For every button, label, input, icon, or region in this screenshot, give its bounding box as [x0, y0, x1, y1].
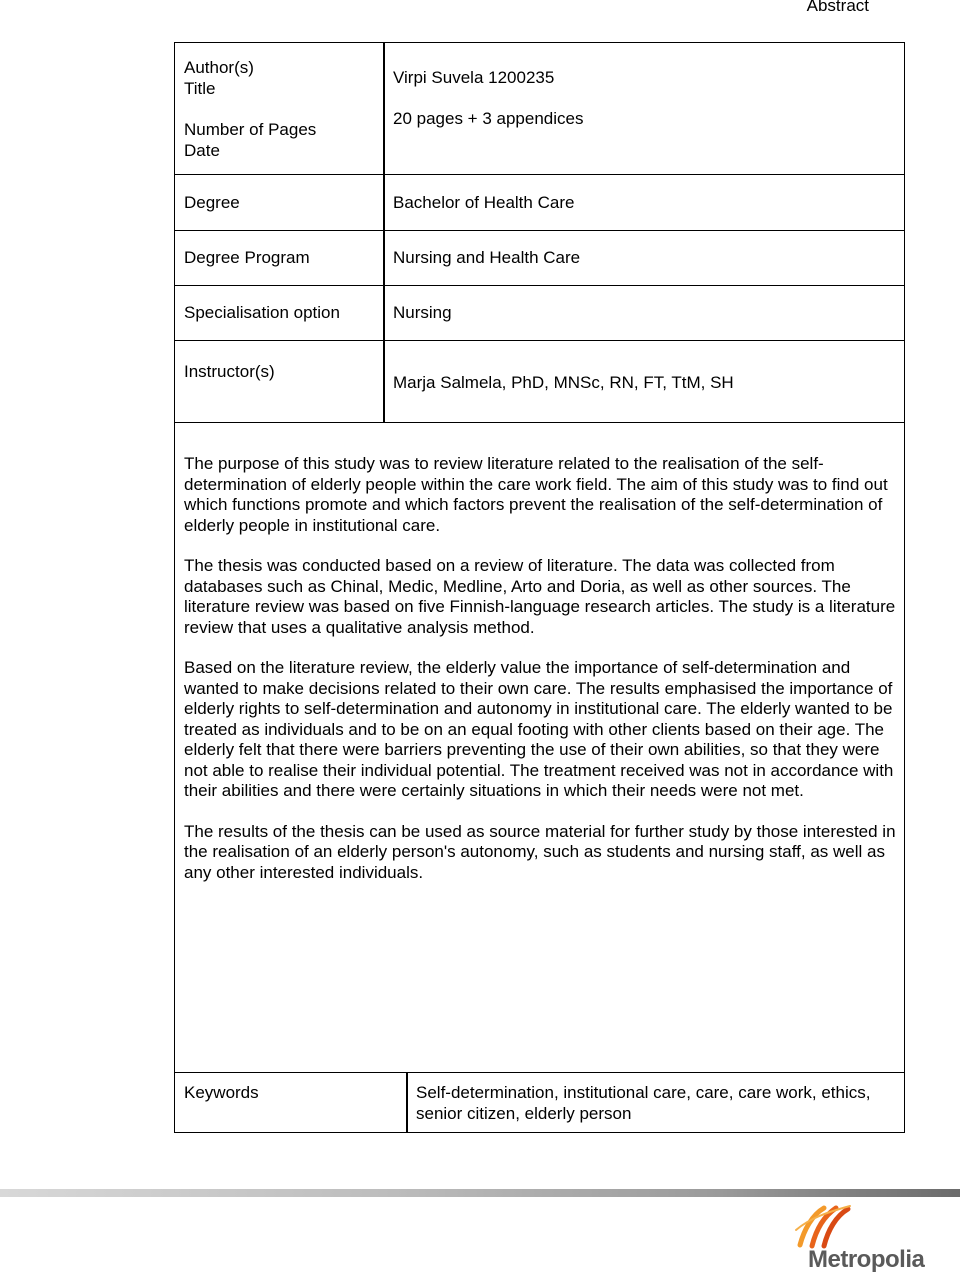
footer-bar [0, 1189, 960, 1197]
program-label: Degree Program [184, 248, 310, 267]
pages-label: Number of Pages [184, 120, 317, 139]
abstract-paragraph: The results of the thesis can be used as source material for further study by those interested in the realisation of an elderly person's autonomy, such as students and nursing staff, as well as any other interested individuals. [184, 821, 896, 882]
specialisation-label: Specialisation option [184, 303, 340, 322]
keywords-divider [406, 1073, 408, 1133]
keywords-value: Self-determination, institutional care, care, care work, ethics, senior citizen, elderly person [416, 1083, 871, 1123]
author-value: Virpi Suvela 1200235 [393, 68, 555, 87]
program-value: Nursing and Health Care [393, 248, 581, 267]
abstract-form [174, 42, 905, 1133]
logo-text: Metropolia [808, 1246, 925, 1273]
abstract-paragraph: The purpose of this study was to review literature related to the realisation of the self-determination of elderly people within the care work field. The aim of this study was to find out which functions promote and which factors prevent the realisation of the self-determination of elderly people in institutional care. [184, 454, 888, 535]
title-label: Title [184, 79, 216, 98]
specialisation-value: Nursing [393, 303, 452, 322]
degree-value: Bachelor of Health Care [393, 193, 575, 212]
abstract-body [184, 454, 896, 903]
instructor-label: Instructor(s) [184, 362, 275, 381]
abstract-paragraph: Based on the literature review, the elderly value the importance of self-determination and wanted to make decisions related to their own care. The results emphasised the importance of elderly rights to self-determination and autonomy in institutional care. The elderly wanted to be treated as individuals and to be on an equal footing with other clients based on their age. The elderly felt that there were barriers preventing the use of their own abilities, so that they were not able to realise their individual potential. The treatment received was not in accordance with their abilities and there were certainly situations in which their needs were not met. [184, 658, 894, 800]
date-label: Date [184, 141, 220, 160]
author-label: Author(s) [184, 58, 254, 77]
degree-label: Degree [184, 193, 240, 212]
pages-value: 20 pages + 3 appendices [393, 109, 584, 128]
keywords-label: Keywords [184, 1083, 259, 1102]
page-header-label: Abstract [806, 0, 869, 15]
abstract-paragraph: The thesis was conducted based on a review of literature. The data was collected from databases such as Chinal, Medic, Medline, Arto and Doria, as well as other sources. The literature review was based on five Finnish-language research articles. The study is a literature review that uses a qualitative analysis method. [184, 556, 896, 637]
instructor-value: Marja Salmela, PhD, MNSc, RN, FT, TtM, SH [393, 373, 734, 392]
